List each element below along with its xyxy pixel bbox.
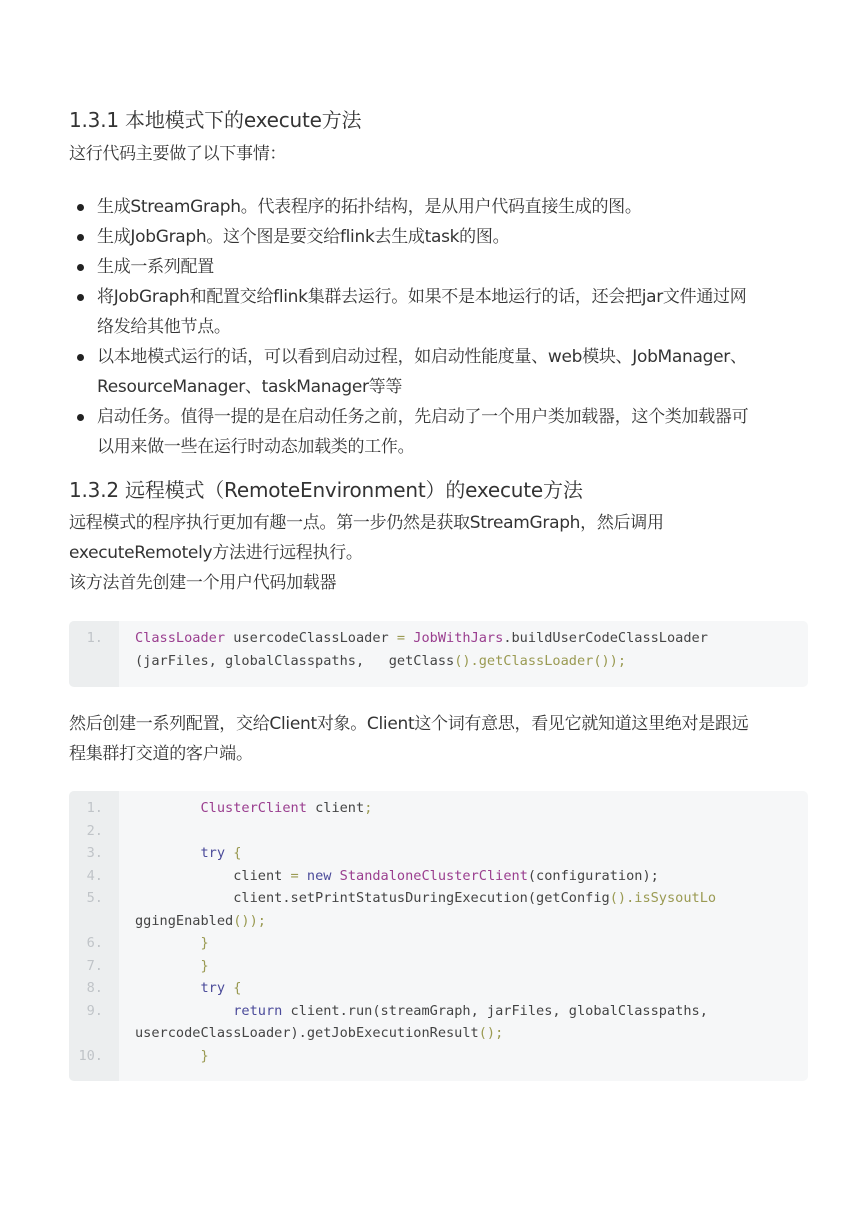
code-line: 6. }: [86, 935, 209, 951]
bullet-icon: [77, 264, 84, 271]
list-item: 启动任务。值得一提的是在启动任务之前，先启动了一个用户类加载器，这个类加载器可 以用来做一些在运行时动态加载类的工作。: [69, 402, 809, 462]
code-line: 1. ClusterClient client;: [86, 800, 373, 816]
code-block-client[interactable]: [69, 791, 808, 1081]
bullet-icon: [77, 414, 84, 421]
code-line-wrap: usercodeClassLoader).getJobExecutionResult();: [135, 1025, 504, 1041]
remote-para-line: executeRemotely方法进行远程执行。: [69, 543, 363, 563]
list-item: 生成JobGraph。这个图是要交给flink去生成task的图。: [69, 222, 809, 252]
code-line: 5. client.setPrintStatusDuringExecution(getConfig().isSysoutLo: [86, 890, 717, 906]
intro-text: 这行代码主要做了以下事情：: [69, 144, 287, 164]
code-line: 8. try {: [86, 980, 242, 996]
code-line: 1. ClassLoader usercodeClassLoader = JobWithJars.buildUserCodeClassLoader: [86, 630, 708, 646]
code-block-classloader[interactable]: [69, 621, 808, 687]
code-line: 7. }: [86, 957, 209, 974]
code-line: 9. return client.run(streamGraph, jarFiles, globalClasspaths,: [86, 1002, 708, 1019]
code-line: 3. try {: [86, 845, 242, 861]
code-line-wrap: (jarFiles, globalClasspaths, getClass().getClassLoader());: [135, 652, 627, 669]
bullet-icon: [77, 234, 84, 241]
after-code-line: 然后创建一系列配置，交给Client对象。Client这个词有意思，看见它就知道这里绝对是跟远: [69, 714, 749, 734]
section-heading-remote: 1.3.2 远程模式（RemoteEnvironment）的execute方法: [69, 478, 583, 502]
bullet-icon: [77, 354, 84, 361]
code-line: 4. client = new StandaloneClusterClient(configuration);: [86, 867, 659, 884]
section-heading-local: 1.3.1 本地模式下的execute方法: [69, 108, 362, 132]
after-code-line: 程集群打交道的客户端。: [69, 744, 253, 764]
list-item: 将JobGraph和配置交给flink集群去运行。如果不是本地运行的话，还会把jar文件通过网 络发给其他节点。: [69, 282, 809, 342]
list-item: 生成StreamGraph。代表程序的拓扑结构，是从用户代码直接生成的图。: [69, 192, 809, 222]
code-line: 10. }: [78, 1047, 209, 1064]
remote-para-line: 远程模式的程序执行更加有趣一点。第一步仍然是获取StreamGraph，然后调用: [69, 513, 664, 533]
remote-para-line: 该方法首先创建一个用户代码加载器: [69, 573, 337, 593]
list-item: 生成一系列配置: [69, 252, 809, 282]
code-line: 2.: [86, 822, 103, 839]
list-item: 以本地模式运行的话，可以看到启动过程，如启动性能度量、web模块、JobManager、 ResourceManager、taskManager等等: [69, 342, 809, 402]
bullet-list: [69, 192, 809, 462]
bullet-icon: [77, 294, 84, 301]
bullet-icon: [77, 204, 84, 211]
code-line-wrap: ggingEnabled());: [135, 912, 266, 929]
